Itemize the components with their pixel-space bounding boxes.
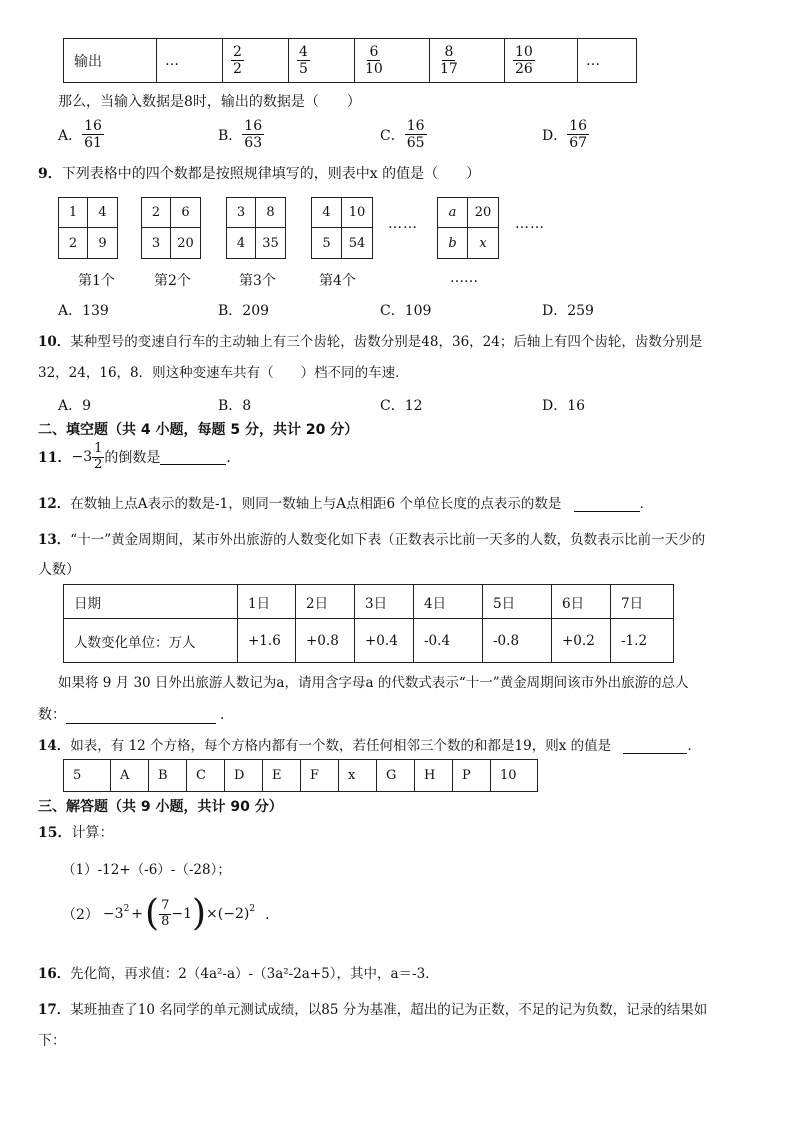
table-cell: +1.6	[238, 619, 296, 663]
pattern-ellipsis: ……	[388, 216, 418, 232]
grid-cell: F	[301, 760, 339, 792]
q8-option-b[interactable]: B． $\frac{16}{63}$	[218, 118, 263, 152]
table-cell: -0.4	[414, 619, 483, 663]
q15-part2: （2） −3 $^2$ + ( $\frac{7}{8}$ −1 ) ×(−2) $^2$ ．	[62, 893, 280, 934]
q15-question: 15．计算：	[38, 825, 114, 841]
q14-question: 14．如表，有 12 个方格，每个方格内都有一个数，若任何相邻三个数的和都是19，则x 的值是 ．	[38, 738, 701, 754]
q9-option-c[interactable]: C．109	[380, 303, 432, 319]
box-label-1: 第1个	[78, 273, 115, 289]
output-cell: $\frac{2}{2}$	[223, 39, 289, 83]
output-cell: $\frac{6}{10}$	[355, 39, 430, 83]
table-cell: 人数变化单位：万人	[64, 619, 238, 663]
box-label-3: 第3个	[239, 273, 276, 289]
tourism-table	[63, 584, 674, 663]
output-table	[63, 38, 637, 83]
table-cell: 1日	[238, 585, 296, 619]
output-cell: $\frac{8}{17}$	[430, 39, 505, 83]
q9-option-b[interactable]: B．209	[218, 303, 270, 319]
table-cell: -0.8	[483, 619, 552, 663]
pattern-box-3: 3 8 4 35	[226, 197, 286, 259]
q9-option-d[interactable]: D．259	[542, 303, 594, 319]
q10-line1: 10．某种型号的变速自行车的主动轴上有三个齿轮，齿数分别是48，36，24；后轴上有四个齿轮，齿数分别是	[38, 334, 703, 350]
table-cell: +0.8	[296, 619, 355, 663]
q15-part1: （1）-12+（-6）-（-28）；	[62, 862, 231, 878]
section-2-heading: 二、填空题（共 4 小题，每题 5 分，共计 20 分）	[38, 422, 359, 438]
grid-cell: A	[111, 760, 149, 792]
table-cell: 6日	[552, 585, 611, 619]
q12-question: 12．在数轴上点A表示的数是-1，则同一数轴上与A点相距6 个单位长度的点表示的数是 ．	[38, 496, 654, 512]
q8-option-c[interactable]: C． $\frac{16}{65}$	[380, 118, 425, 152]
box-label-n: ……	[450, 270, 478, 286]
grid-cell: E	[263, 760, 301, 792]
q13-line2: 人数）	[38, 562, 80, 578]
q10-option-b[interactable]: B．8	[218, 398, 252, 414]
grid-cell: P	[453, 760, 491, 792]
grid-cell: C	[187, 760, 225, 792]
q10-option-c[interactable]: C．12	[380, 398, 423, 414]
q13-after-line2: 数： ．	[38, 707, 234, 723]
q12-answer-blank[interactable]	[574, 497, 640, 512]
table-row	[64, 760, 538, 792]
q8-option-a[interactable]: A． $\frac{16}{61}$	[58, 118, 102, 152]
section-3-heading: 三、解答题（共 9 小题，共计 90 分）	[38, 799, 283, 815]
table-cell: 3日	[355, 585, 414, 619]
table-cell: 2日	[296, 585, 355, 619]
box-label-4: 第4个	[319, 273, 356, 289]
q9-option-a[interactable]: A．139	[58, 303, 109, 319]
table-cell: 5日	[483, 585, 552, 619]
q11-question: 11． −3 $\frac{1}{2}$ 的倒数是 ．	[38, 441, 241, 472]
table-cell: 7日	[611, 585, 674, 619]
q13-after-line1: 如果将 9 月 30 日外出旅游人数记为a，请用含字母a 的代数式表示“十一”黄金周期间该市外出旅游的总人	[58, 675, 689, 691]
table-cell: +0.2	[552, 619, 611, 663]
output-cell: …	[578, 39, 637, 83]
q16-question: 16．先化简，再求值：2（4a²-a）-（3a²-2a+5），其中，a＝-3．	[38, 966, 439, 982]
pattern-box-1: 1 4 2 9	[58, 197, 118, 259]
grid-cell: 5	[64, 760, 111, 792]
q17-line1: 17．某班抽查了10 名同学的单元测试成绩，以85 分为基准，超出的记为正数，不足的记为负数，记录的结果如	[38, 1002, 708, 1018]
grid-cell: G	[377, 760, 415, 792]
pattern-box-4: 4 10 5 54	[311, 197, 373, 259]
output-label: 输出	[64, 39, 157, 83]
q8-option-d[interactable]: D． $\frac{16}{67}$	[542, 118, 588, 152]
grid-cell: B	[149, 760, 187, 792]
output-cell: $\frac{10}{26}$	[505, 39, 578, 83]
grid-cell: H	[415, 760, 453, 792]
grid-cell: D	[225, 760, 263, 792]
q10-option-a[interactable]: A．9	[58, 398, 92, 414]
q10-option-d[interactable]: D．16	[542, 398, 586, 414]
table-header-row	[64, 585, 674, 619]
q11-answer-blank[interactable]	[160, 450, 226, 465]
table-cell: -1.2	[611, 619, 674, 663]
table-cell: 4日	[414, 585, 483, 619]
q10-line2: 32，24，16，8．则这种变速车共有（ ）档不同的车速．	[38, 365, 409, 381]
table-row	[64, 619, 674, 663]
box-label-2: 第2个	[154, 273, 191, 289]
pattern-box-2: 2 6 3 20	[141, 197, 201, 259]
q13-answer-blank[interactable]	[66, 709, 216, 724]
pattern-ellipsis: ……	[515, 216, 545, 232]
q13-line1: 13．“十一”黄金周期间，某市外出旅游的人数变化如下表（正数表示比前一天多的人数，负数表示比前一天少的	[38, 532, 706, 548]
q8-text: 那么，当输入数据是8时，输出的数据是（ ）	[58, 94, 361, 110]
grid-cell: 10	[491, 760, 538, 792]
table-cell: +0.4	[355, 619, 414, 663]
pattern-box-n: a 20 b x	[437, 197, 499, 259]
output-cell: $\frac{4}{5}$	[289, 39, 355, 83]
q9-question: 9．下列表格中的四个数都是按照规律填写的，则表中x 的值是（ ）	[38, 166, 481, 182]
grid-12-table	[63, 759, 538, 792]
grid-cell: x	[339, 760, 377, 792]
output-cell: …	[157, 39, 223, 83]
q14-answer-blank[interactable]	[623, 739, 687, 754]
table-cell: 日期	[64, 585, 238, 619]
q17-line2: 下：	[38, 1033, 66, 1049]
